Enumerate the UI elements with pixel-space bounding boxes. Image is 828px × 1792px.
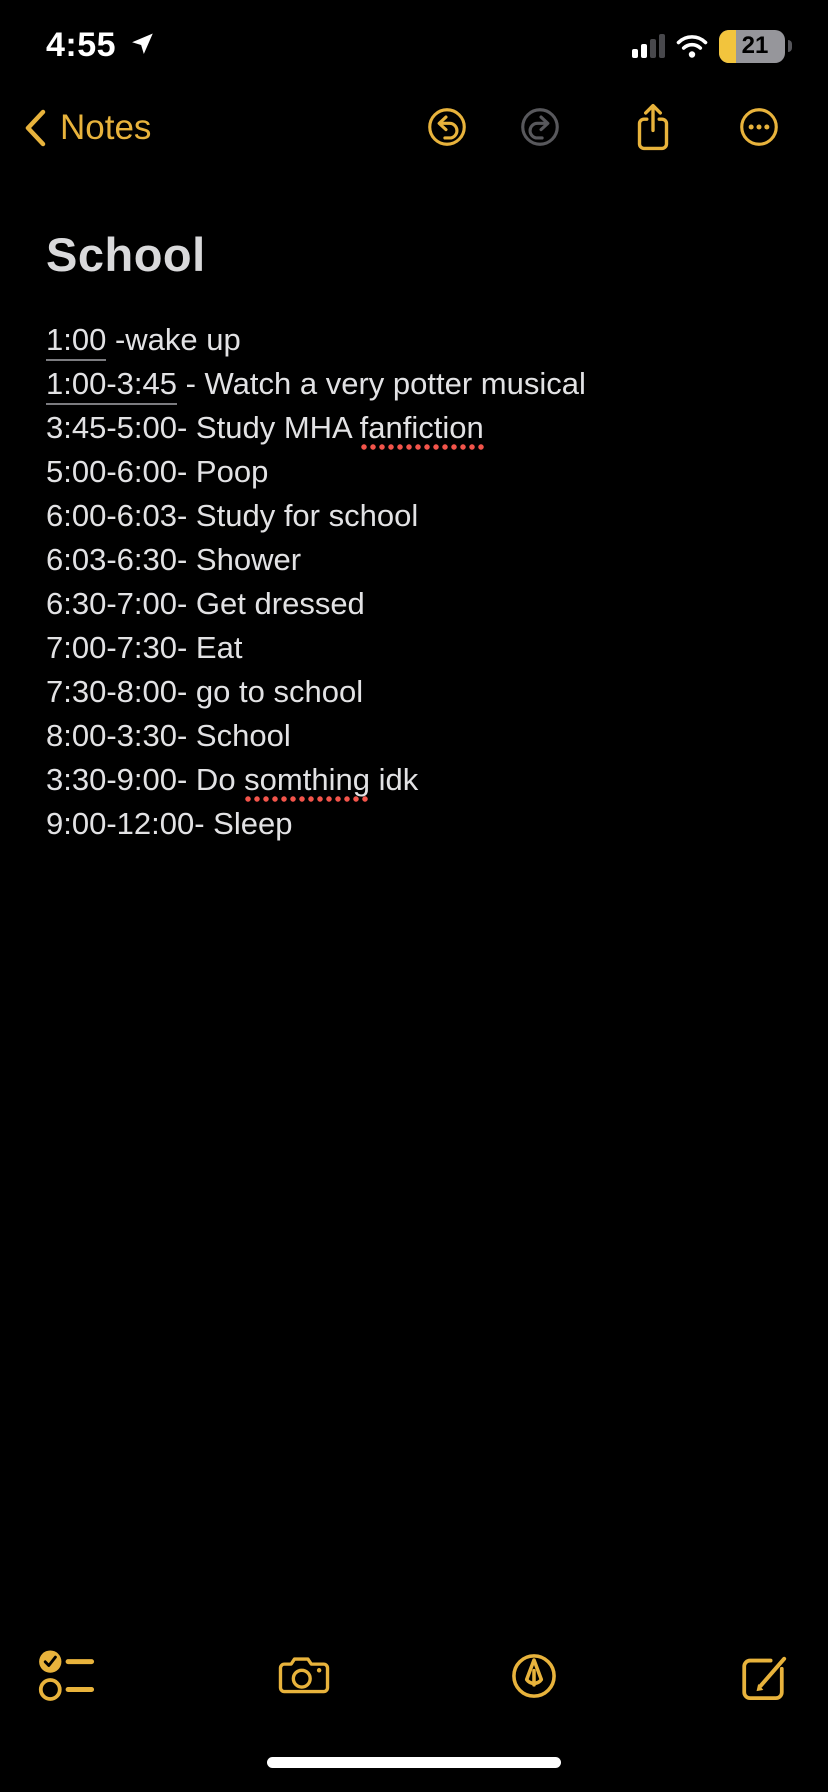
checklist-icon[interactable]	[38, 1648, 96, 1702]
text-segment: 6:30-7:00- Get dressed	[46, 586, 365, 621]
camera-icon[interactable]	[276, 1654, 332, 1700]
status-indicators	[632, 28, 792, 64]
note-line[interactable]	[46, 714, 786, 758]
text-segment: 9:00-12:00- Sleep	[46, 806, 293, 841]
redo-button[interactable]	[517, 104, 563, 150]
back-button[interactable]	[24, 108, 151, 148]
note-line[interactable]	[46, 802, 786, 846]
wifi-icon	[675, 33, 709, 59]
note-line[interactable]	[46, 758, 786, 802]
note-body[interactable]	[46, 318, 786, 846]
text-segment: 6:00-6:03- Study for school	[46, 498, 419, 533]
markup-pen-icon[interactable]	[508, 1650, 560, 1702]
misspelled-word: fanfiction	[360, 410, 484, 450]
note-line[interactable]	[46, 670, 786, 714]
battery-icon	[719, 30, 785, 63]
battery-percent: 21	[741, 32, 769, 59]
status-bar	[0, 0, 828, 88]
text-segment: 7:00-7:30- Eat	[46, 630, 243, 665]
note-line[interactable]	[46, 626, 786, 670]
chevron-left-icon	[24, 109, 46, 147]
misspelled-word: somthing	[244, 762, 370, 802]
status-time: 4:55	[46, 26, 117, 64]
nav-bar	[0, 96, 828, 160]
undo-button[interactable]	[424, 104, 470, 150]
location-arrow-icon	[128, 30, 156, 58]
note-line[interactable]	[46, 318, 786, 362]
text-segment: 3:30-9:00- Do	[46, 762, 245, 797]
time-link[interactable]: 1:00-3:45	[46, 366, 177, 405]
note-line[interactable]	[46, 406, 786, 450]
text-segment: 6:03-6:30- Shower	[46, 542, 302, 577]
share-button[interactable]	[628, 100, 674, 146]
text-segment: 5:00-6:00- Poop	[46, 454, 269, 489]
note-line[interactable]	[46, 538, 786, 582]
text-segment: 8:00-3:30- School	[46, 718, 291, 753]
more-options-button[interactable]	[736, 104, 782, 150]
compose-icon[interactable]	[736, 1650, 790, 1704]
note-title[interactable]: School	[46, 228, 206, 282]
note-line[interactable]	[46, 450, 786, 494]
back-button-label: Notes	[60, 108, 152, 147]
note-line[interactable]	[46, 362, 786, 406]
battery-cap	[788, 40, 792, 52]
text-segment: -wake up	[106, 322, 241, 357]
bottom-toolbar	[0, 1648, 828, 1718]
text-segment: idk	[369, 762, 419, 797]
text-segment: 7:30-8:00- go to school	[46, 674, 364, 709]
time-link[interactable]: 1:00	[46, 322, 106, 361]
note-line[interactable]	[46, 582, 786, 626]
note-line[interactable]	[46, 494, 786, 538]
text-segment: - Watch a very potter musical	[177, 366, 586, 401]
home-indicator[interactable]	[267, 1757, 561, 1768]
cellular-signal-icon	[632, 34, 665, 58]
text-segment: 3:45-5:00- Study MHA	[46, 410, 360, 445]
